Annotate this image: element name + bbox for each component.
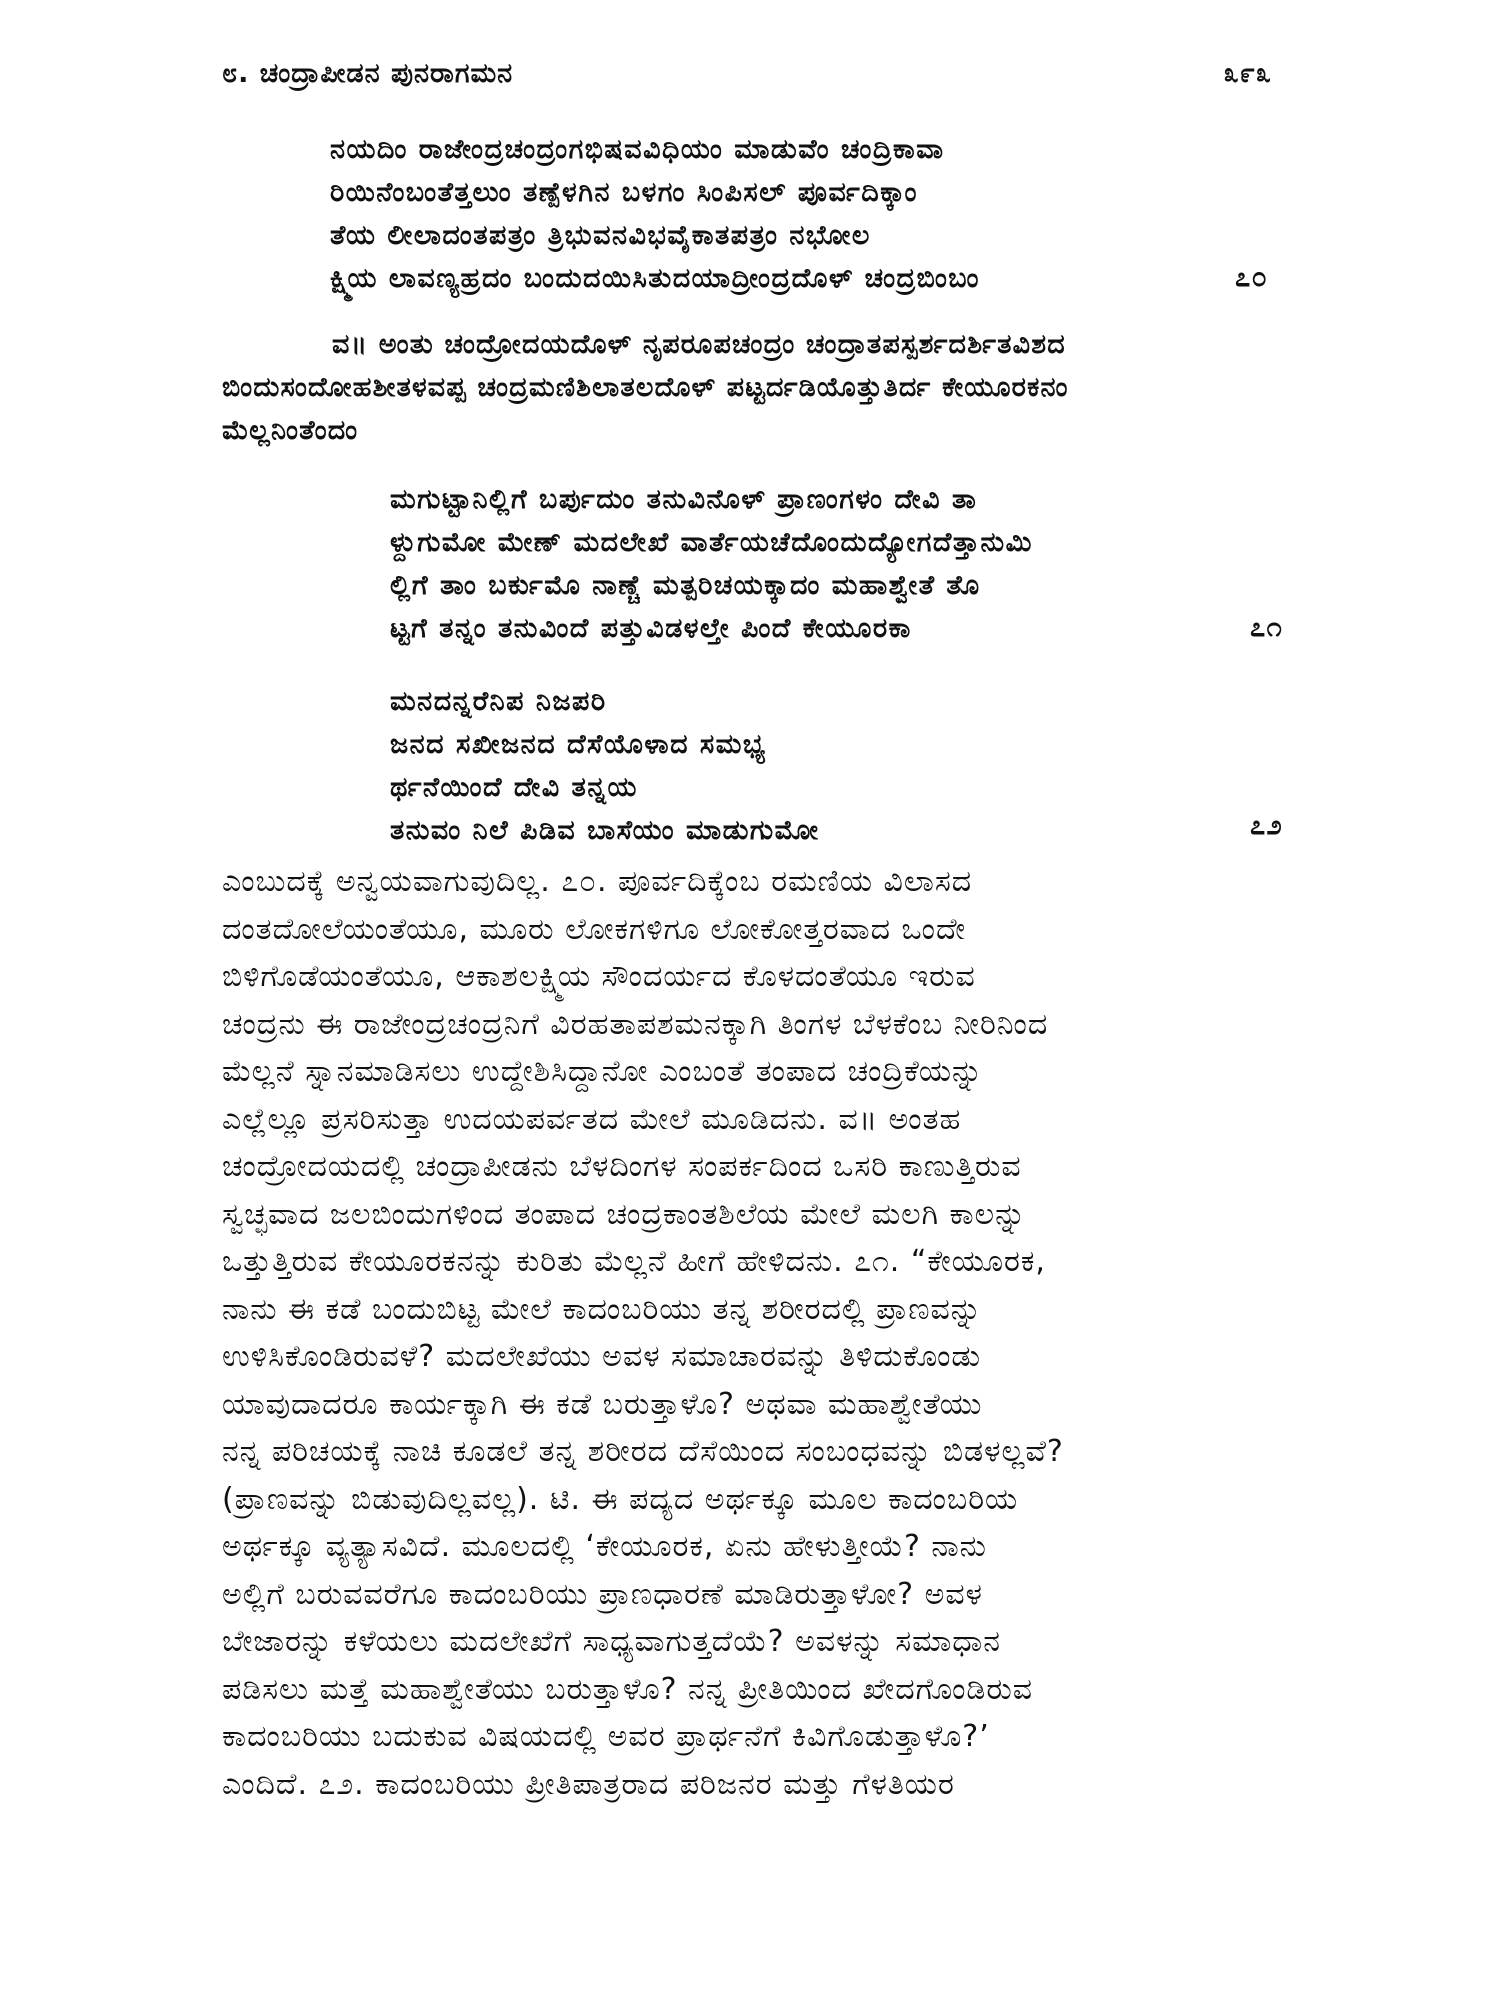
page-number: ೩೯೩	[1223, 58, 1272, 89]
commentary-line: ಬಿಳಿಗೊಡೆಯಂತೆಯೂ, ಆಕಾಶಲಕ್ಷ್ಮಿಯ ಸೌಂದರ್ಯದ ಕೊಳದಂತೆಯೂ ಇರುವ	[222, 959, 976, 994]
verse-line: ಮನದನ್ನರೆನಿಪ ನಿಜಪರಿ	[390, 686, 607, 717]
commentary-line: ನನ್ನ ಪರಿಚಯಕ್ಕೆ ನಾಚಿ ಕೂಡಲೆ ತನ್ನ ಶರೀರದ ದೆಸೆಯಿಂದ ಸಂಬಂಧವನ್ನು ಬಿಡಳಲ್ಲವೆ?	[222, 1434, 1064, 1469]
commentary-text	[222, 858, 1312, 1808]
verse-line: ತನುವಂ ನಿಲೆ ಪಿಡಿವ ಬಾಸೆಯಂ ಮಾಡುಗುಮೋ	[390, 815, 820, 846]
commentary-line: ಕಾದಂಬರಿಯು ಬದುಕುವ ವಿಷಯದಲ್ಲಿ ಅವರ ಪ್ರಾರ್ಥನೆಗೆ ಕಿವಿಗೊಡುತ್ತಾಳೊ?’	[222, 1719, 990, 1754]
verse-line: ಟ್ಟಗೆ ತನ್ನಂ ತನುವಿಂದೆ ಪತ್ತುವಿಡಳಲ್ತೇ ಪಿಂದೆ ಕೇಯೂರಕಾ	[390, 613, 912, 644]
verse-line: ನಯದಿಂ ರಾಜೇಂದ್ರಚಂದ್ರಂಗಭಿಷವವಿಧಿಯಂ ಮಾಡುವೆಂ ಚಂದ್ರಿಕಾವಾ	[330, 134, 945, 165]
commentary-line: ಎಂದಿದೆ. ೭೨. ಕಾದಂಬರಿಯು ಪ್ರೀತಿಪಾತ್ರರಾದ ಪರಿಜನರ ಮತ್ತು ಗೆಳತಿಯರ	[222, 1766, 955, 1802]
commentary-line: ಒತ್ತುತ್ತಿರುವ ಕೇಯೂರಕನನ್ನು ಕುರಿತು ಮೆಲ್ಲನೆ ಹೀಗೆ ಹೇಳಿದನು. ೭೧. “ಕೇಯೂರಕ,	[222, 1244, 1046, 1279]
running-head	[222, 52, 1272, 98]
verse-line: ಲ್ಲಿಗೆ ತಾಂ ಬರ್ಕುಮೊ ನಾಣ್ಚೆ ಮತ್ಪರಿಚಯಕ್ಕಾದಂ ಮಹಾಶ್ವೇತೆ ತೊ	[390, 570, 981, 601]
verse-line: ಳ್ದುಗುಮೋ ಮೇಣ್ ಮದಲೇಖೆ ವಾರ್ತೆಯಚೆದೊಂದುದ್ಯೋಗದೆತ್ತಾನುಮಿ	[390, 527, 1033, 558]
commentary-line: ದಂತದೋಲೆಯಂತೆಯೂ, ಮೂರು ಲೋಕಗಳಿಗೂ ಲೋಕೋತ್ತರವಾದ ಒಂದೇ	[222, 911, 967, 947]
commentary-line: (ಪ್ರಾಣವನ್ನು ಬಿಡುವುದಿಲ್ಲವಲ್ಲ). ಟಿ. ಈ ಪದ್ಯದ ಅರ್ಥಕ್ಕೂ ಮೂಲ ಕಾದಂಬರಿಯ	[222, 1481, 1019, 1517]
commentary-line: ಎಲ್ಲೆಲ್ಲೂ ಪ್ರಸರಿಸುತ್ತಾ ಉದಯಪರ್ವತದ ಮೇಲೆ ಮೂಡಿದನು. ವ॥ ಅಂತಹ	[222, 1101, 962, 1137]
verse-line: ರ್ಥನೆಯಿಂದೆ ದೇವಿ ತನ್ನಯ	[390, 772, 638, 803]
prose-line: ವ॥ ಅಂತು ಚಂದ್ರೋದಯದೊಳ್ ನೃಪರೂಪಚಂದ್ರಂ ಚಂದ್ರಾತಪಸ್ಪರ್ಶದರ್ಶಿತವಿಶದ	[332, 329, 1066, 360]
commentary-line: ಬೇಜಾರನ್ನು ಕಳೆಯಲು ಮದಲೇಖೆಗೆ ಸಾಧ್ಯವಾಗುತ್ತದೆಯೆ? ಅವಳನ್ನು ಸಮಾಧಾನ	[222, 1624, 1001, 1659]
verse-72	[390, 680, 820, 852]
prose-line: ಮೆಲ್ಲನಿಂತೆಂದಂ	[222, 415, 359, 446]
commentary-line: ಯಾವುದಾದರೂ ಕಾರ್ಯಕ್ಕಾಗಿ ಈ ಕಡೆ ಬರುತ್ತಾಳೊ? ಅಥವಾ ಮಹಾಶ್ವೇತೆಯು	[222, 1386, 983, 1422]
commentary-line: ಚಂದ್ರೋದಯದಲ್ಲಿ ಚಂದ್ರಾಪೀಡನು ಬೆಳದಿಂಗಳ ಸಂಪರ್ಕದಿಂದ ಒಸರಿ ಕಾಣುತ್ತಿರುವ	[222, 1149, 1022, 1184]
commentary-line: ಸ್ವಚ್ಛವಾದ ಜಲಬಿಂದುಗಳಿಂದ ತಂಪಾದ ಚಂದ್ರಕಾಂತಶಿಲೆಯ ಮೇಲೆ ಮಲಗಿ ಕಾಲನ್ನು	[222, 1196, 1027, 1232]
verse-line: ಮಗುಟ್ಟಾನಿಲ್ಲಿಗೆ ಬರ್ಪುದುಂ ತನುವಿನೊಳ್ ಪ್ರಾಣಂಗಳಂ ದೇವಿ ತಾ	[390, 484, 978, 515]
commentary-line: ಎಂಬುದಕ್ಕೆ ಅನ್ವಯವಾಗುವುದಿಲ್ಲ. ೭೦. ಪೂರ್ವದಿಕ್ಕೆಂಬ ರಮಣಿಯ ವಿಲಾಸದ	[222, 864, 973, 899]
verse-number: ೭೦	[1235, 262, 1269, 293]
commentary-line: ಚಂದ್ರನು ಈ ರಾಜೇಂದ್ರಚಂದ್ರನಿಗೆ ವಿರಹತಾಪಶಮನಕ್ಕಾಗಿ ತಿಂಗಳ ಬೆಳಕೆಂಬ ನೀರಿನಿಂದ	[222, 1006, 1049, 1042]
commentary-line: ಉಳಿಸಿಕೊಂಡಿರುವಳೆ? ಮದಲೇಖೆಯು ಅವಳ ಸಮಾಚಾರವನ್ನು ತಿಳಿದುಕೊಂಡು	[222, 1339, 982, 1374]
chapter-title: ೮. ಚಂದ್ರಾಪೀಡನ ಪುನರಾಗಮನ	[222, 58, 514, 89]
commentary-line: ಅರ್ಥಕ್ಕೂ ವ್ಯತ್ಯಾಸವಿದೆ. ಮೂಲದಲ್ಲಿ ‘ಕೇಯೂರಕ, ಏನು ಹೇಳುತ್ತೀಯೆ? ನಾನು	[222, 1529, 987, 1564]
verse-line: ಜನದ ಸಖೀಜನದ ದೆಸೆಯೊಳಾದ ಸಮಭ್ಯ	[390, 729, 767, 760]
commentary-line: ನಾನು ಈ ಕಡೆ ಬಂದುಬಿಟ್ಟ ಮೇಲೆ ಕಾದಂಬರಿಯು ತನ್ನ ಶರೀರದಲ್ಲಿ ಪ್ರಾಣವನ್ನು	[222, 1291, 983, 1327]
verse-number: ೭೨	[1250, 810, 1284, 841]
verse-number: ೭೧	[1250, 612, 1284, 643]
verse-70	[330, 128, 980, 300]
commentary-line: ಅಲ್ಲಿಗೆ ಬರುವವರೆಗೂ ಕಾದಂಬರಿಯು ಪ್ರಾಣಧಾರಣೆ ಮಾಡಿರುತ್ತಾಳೋ? ಅವಳ	[222, 1576, 983, 1612]
verse-line: ಕ್ಷ್ಮಿಯ ಲಾವಣ್ಯಹ್ರದಂ ಬಂದುದಯಿಸಿತುದಯಾದ್ರೀಂದ್ರದೊಳ್ ಚಂದ್ರಬಿಂಬಂ	[330, 263, 981, 294]
commentary-line: ಪಡಿಸಲು ಮತ್ತೆ ಮಹಾಶ್ವೇತೆಯು ಬರುತ್ತಾಳೊ? ನನ್ನ ಪ್ರೀತಿಯಿಂದ ಖೇದಗೊಂಡಿರುವ	[222, 1671, 1033, 1707]
verse-71	[390, 478, 1033, 650]
verse-line: ತೆಯ ಲೀಲಾದಂತಪತ್ರಂ ತ್ರಿಭುವನವಿಭವೈಕಾತಪತ್ರಂ ನಭೋಲ	[330, 220, 871, 251]
verse-line: ರಿಯಿನೆಂಬಂತೆತ್ತಲುಂ ತಣ್ಪೆಳಗಿನ ಬಳಗಂ ಸಿಂಪಿಸಲ್ ಪೂರ್ವದಿಕ್ಕಾಂ	[330, 177, 918, 208]
prose-line: ಬಿಂದುಸಂದೋಹಶೀತಳವಪ್ಪ ಚಂದ್ರಮಣಿಶಿಲಾತಲದೊಳ್ ಪಟ್ಟರ್ದಡಿಯೊತ್ತುತಿರ್ದ ಕೇಯೂರಕನಂ	[222, 372, 1069, 403]
commentary-line: ಮೆಲ್ಲನೆ ಸ್ನಾನಮಾಡಿಸಲು ಉದ್ದೇಶಿಸಿದ್ದಾನೋ ಎಂಬಂತೆ ತಂಪಾದ ಚಂದ್ರಿಕೆಯನ್ನು	[222, 1054, 984, 1089]
prose-passage	[222, 323, 1307, 452]
